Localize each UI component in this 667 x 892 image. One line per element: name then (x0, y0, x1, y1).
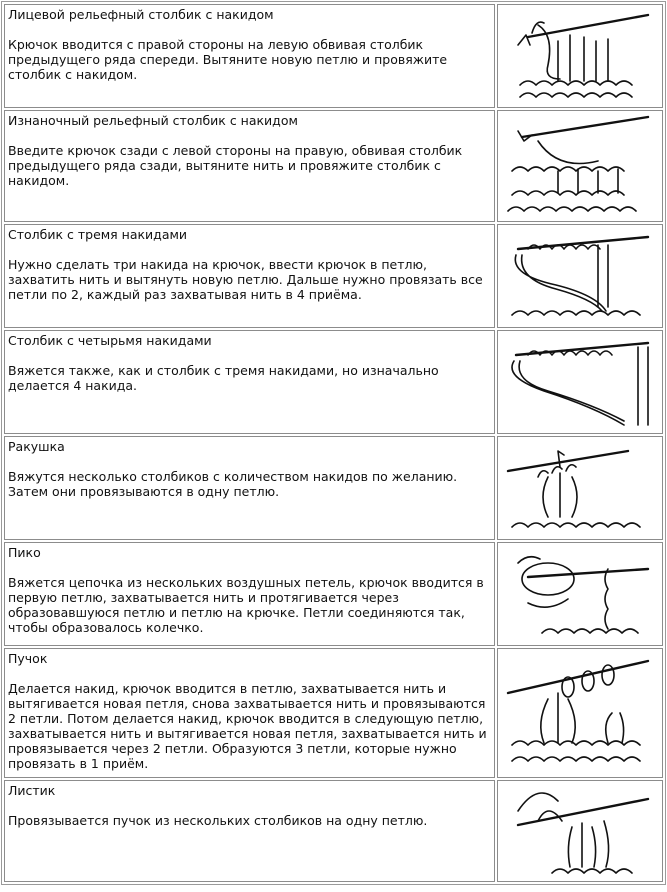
quadruple-treble-diagram-icon (498, 331, 662, 433)
diagram-cell (497, 224, 663, 328)
triple-treble-diagram-icon (498, 225, 662, 327)
diagram-cell (497, 542, 663, 646)
table-row (4, 110, 663, 222)
description-cell (4, 648, 495, 778)
leaf-stitch-diagram-icon (498, 781, 662, 881)
stitch-title: Пико (8, 545, 41, 560)
description-cell (4, 436, 495, 540)
stitch-table (1, 1, 666, 885)
shell-stitch-diagram-icon (498, 437, 662, 539)
description-cell (4, 780, 495, 882)
stitch-title: Лицевой рельефный столбик с накидом (8, 7, 274, 22)
stitch-description: Введите крючок сзади с левой стороны на правую, обвивая столбик предыдущего ряда сзади, вытяните нить и провяжите столбик с накидом. (8, 143, 463, 188)
diagram-cell (497, 330, 663, 434)
stitch-description: Вяжется также, как и столбик с тремя накидами, но изначально делается 4 накида. (8, 363, 439, 393)
stitch-title: Столбик с четырьмя накидами (8, 333, 212, 348)
stitch-title: Ракушка (8, 439, 65, 454)
description-cell (4, 330, 495, 434)
table-row (4, 436, 663, 540)
stitch-title: Изнаночный рельефный столбик с накидом (8, 113, 298, 128)
stitch-description: Вяжется цепочка из нескольких воздушных петель, крючок вводится в первую петлю, захватывается нить и протягивается через образовавшуюся петлю и петлю на крючке. Петли соединяются так, чтобы образовалось колечко. (8, 575, 484, 635)
table-row (4, 542, 663, 646)
diagram-cell (497, 4, 663, 108)
stitch-title: Пучок (8, 651, 48, 666)
stitch-description: Нужно сделать три накида на крючок, ввести крючок в петлю, захватить нить и вытянуть новую петлю. Дальше нужно провязать все петли по 2, каждый раз захватывая нить в 4 приёма. (8, 257, 483, 302)
description-cell (4, 542, 495, 646)
picot-diagram-icon (498, 543, 662, 645)
diagram-cell (497, 648, 663, 778)
table-row (4, 4, 663, 108)
stitch-description: Вяжутся несколько столбиков с количеством накидов по желанию. Затем они провязываются в одну петлю. (8, 469, 458, 499)
back-post-double-crochet-diagram-icon (498, 111, 662, 221)
description-cell (4, 110, 495, 222)
stitch-title: Листик (8, 783, 56, 798)
table-row (4, 648, 663, 778)
stitch-description: Провязывается пучок из нескольких столбиков на одну петлю. (8, 813, 428, 828)
diagram-cell (497, 110, 663, 222)
description-cell (4, 224, 495, 328)
table-row (4, 224, 663, 328)
description-cell (4, 4, 495, 108)
table-row (4, 330, 663, 434)
diagram-cell (497, 780, 663, 882)
diagram-cell (497, 436, 663, 540)
stitch-title: Столбик с тремя накидами (8, 227, 188, 242)
cluster-stitch-diagram-icon (498, 649, 662, 777)
stitch-description: Крючок вводится с правой стороны на левую обвивая столбик предыдущего ряда спереди. Вытяните новую петлю и провяжите столбик с накидом. (8, 37, 448, 82)
front-post-double-crochet-diagram-icon (498, 5, 662, 107)
stitch-description: Делается накид, крючок вводится в петлю, захватывается нить и вытягивается новая петля, снова захватывается нить и провязываются 2 петли. Потом делается накид, крючок вводится в следующую петлю, захватывается нить и вытягивается новая петля, захватывается нить и провязывается через 2 петли. Образуются 3 петли, которые нужно провязать в 1 приём. (8, 681, 487, 771)
table-row (4, 780, 663, 882)
